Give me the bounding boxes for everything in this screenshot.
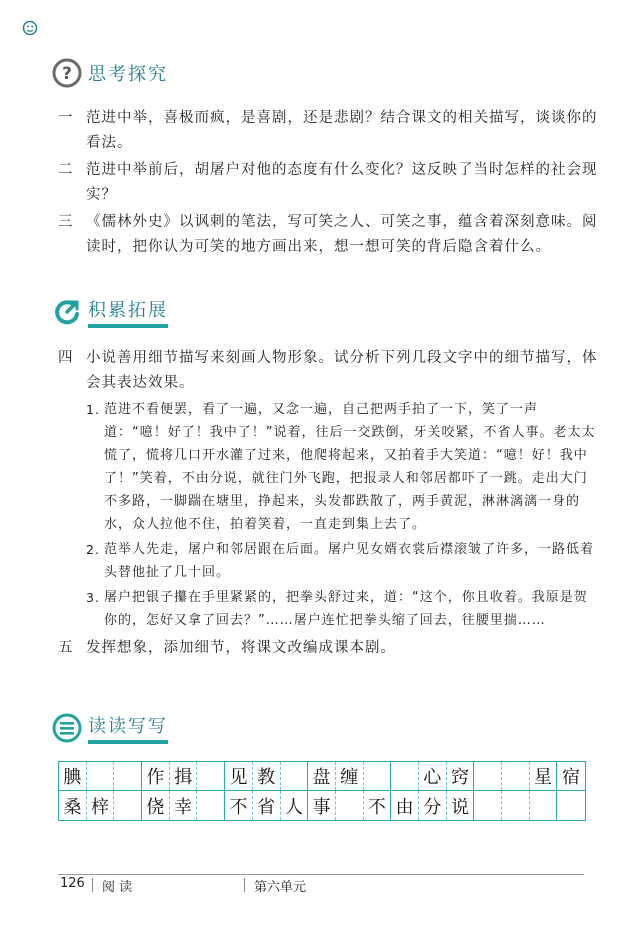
excerpt-text: 范进不看便罢，看了一遍，又念一遍，自己把两手拍了一下，笑了一声道：“噫！好了！我中了！”说着，往后一交跌倒，牙关咬紧，不省人事。老太太慌了，慌将几口开水灌了过来，他爬将起来，又拍着手大笑道：“噫！好！我中了！”笑着，不由分说，就往门外飞跑，把报录人和邻居都吓了一跳。走出大门不多路，一脚踹在塘里，挣起来，头发都跌散了，两手黄泥，淋淋漓漓一身的水，众人拉他不住，拍着笑着，一直走到集上去了。 [104, 402, 596, 532]
vocab-cell: 说 [447, 791, 475, 820]
question-number: 三 [58, 214, 73, 230]
excerpt-item [86, 398, 598, 536]
excerpt-number: 1. [86, 402, 100, 417]
vocab-cell: 幸 [170, 791, 198, 820]
page-number: 126 [60, 876, 85, 891]
vocab-cell: 不 [364, 791, 392, 820]
excerpt-item [86, 538, 598, 584]
book-section: 阅 读 [102, 880, 133, 895]
section-header-read-write [52, 712, 168, 744]
question-number: 四 [58, 350, 73, 366]
question-item [58, 158, 598, 208]
excerpt-number: 3. [86, 590, 100, 605]
vocab-cell [557, 791, 585, 820]
vocab-cell: 教 [253, 762, 281, 790]
vocab-cell: 星 [530, 762, 558, 790]
vocab-cell: 缠 [336, 762, 364, 790]
vocab-cell [530, 791, 558, 820]
vocab-cell: 作 [142, 762, 170, 790]
vocab-cell [197, 791, 225, 820]
vocab-cell [87, 762, 115, 790]
smiley-face-icon [22, 20, 38, 36]
question-item [58, 210, 598, 260]
vocab-cell: 由 [391, 791, 419, 820]
question-item [58, 106, 598, 156]
excerpt-text: 范举人先走，屠户和邻居跟在后面。屠户见女婿衣裳后襟滚皱了许多，一路低着头替他扯了几十回。 [104, 542, 595, 580]
circular-arrow-icon [52, 297, 82, 327]
vocab-cell: 梓 [87, 791, 115, 820]
vocabulary-grid [58, 761, 586, 821]
vocab-cell: 事 [308, 791, 336, 820]
vocab-cell [114, 762, 142, 790]
question-text: 范进中举前后，胡屠户对他的态度有什么变化？这反映了当时怎样的社会现实？ [86, 162, 598, 203]
vocab-cell: 分 [419, 791, 447, 820]
excerpt-item [86, 586, 598, 632]
question-item [58, 346, 598, 634]
vocab-cell [502, 791, 530, 820]
svg-text:?: ? [62, 64, 72, 84]
unit-label: 第六单元 [254, 880, 307, 895]
question-number: 二 [58, 162, 73, 178]
question-mark-icon [52, 58, 82, 88]
vocab-cell: 心 [419, 762, 447, 790]
footer-separator [244, 878, 245, 892]
excerpt-text: 屠户把银子攥在手里紧紧的，把拳头舒过来，道：“这个，你且收着。我原是贺你的，怎好又拿了回去？”……屠户连忙把拳头缩了回去，往腰里揣…… [104, 590, 588, 628]
question-number: 一 [58, 110, 73, 126]
excerpt-number: 2. [86, 542, 100, 557]
accumulate-question-list [58, 346, 598, 663]
vocab-cell [114, 791, 142, 820]
vocab-cell: 省 [253, 791, 281, 820]
question-item [58, 636, 598, 661]
section-title: 思考探究 [88, 64, 168, 85]
vocab-cell: 桑 [59, 791, 87, 820]
section-header-thinking [52, 58, 168, 88]
question-text: 发挥想象，添加细节，将课文改编成课本剧。 [86, 640, 396, 656]
section-title: 读读写写 [88, 712, 168, 744]
vocab-cell [474, 791, 502, 820]
excerpt-list [86, 398, 598, 632]
vocab-cell: 人 [281, 791, 309, 820]
vocab-cell [336, 791, 364, 820]
thinking-question-list [58, 106, 598, 262]
vocab-cell: 宿 [562, 767, 581, 788]
footer-separator [92, 878, 93, 892]
vocab-cell: 盘 [308, 762, 336, 790]
section-header-accumulate [52, 296, 168, 328]
vocab-cell: 侥 [142, 791, 170, 820]
question-text: 《儒林外史》以讽刺的笔法，写可笑之人、可笑之事，蕴含着深刻意味。阅读时，把你认为可笑的地方画出来，想一想可笑的背后隐含着什么。 [86, 214, 598, 255]
vocab-cell: 腆 [59, 762, 87, 790]
vocab-cell [281, 762, 309, 790]
vocab-cell: 不 [225, 791, 253, 820]
footer-divider [58, 874, 584, 875]
question-text: 小说善用细节描写来刻画人物形象。试分析下列几段文字中的细节描写，体会其表达效果。 [86, 350, 598, 391]
vocab-cell: 揖 [170, 762, 198, 790]
vocab-cell [364, 762, 392, 790]
vocab-cell [474, 762, 502, 790]
vocab-cell: 窍 [447, 762, 475, 790]
vocab-cell [502, 762, 530, 790]
vocab-cell: 见 [225, 762, 253, 790]
vocab-cell [391, 762, 419, 790]
list-lines-icon [52, 713, 82, 743]
vocabulary-row [59, 791, 585, 820]
question-number: 五 [58, 640, 73, 656]
vocab-cell [197, 762, 225, 790]
vocabulary-row [59, 762, 585, 791]
section-title: 积累拓展 [88, 296, 168, 328]
question-text: 范进中举，喜极而疯，是喜剧，还是悲剧？结合课文的相关描写，谈谈你的看法。 [86, 110, 598, 151]
